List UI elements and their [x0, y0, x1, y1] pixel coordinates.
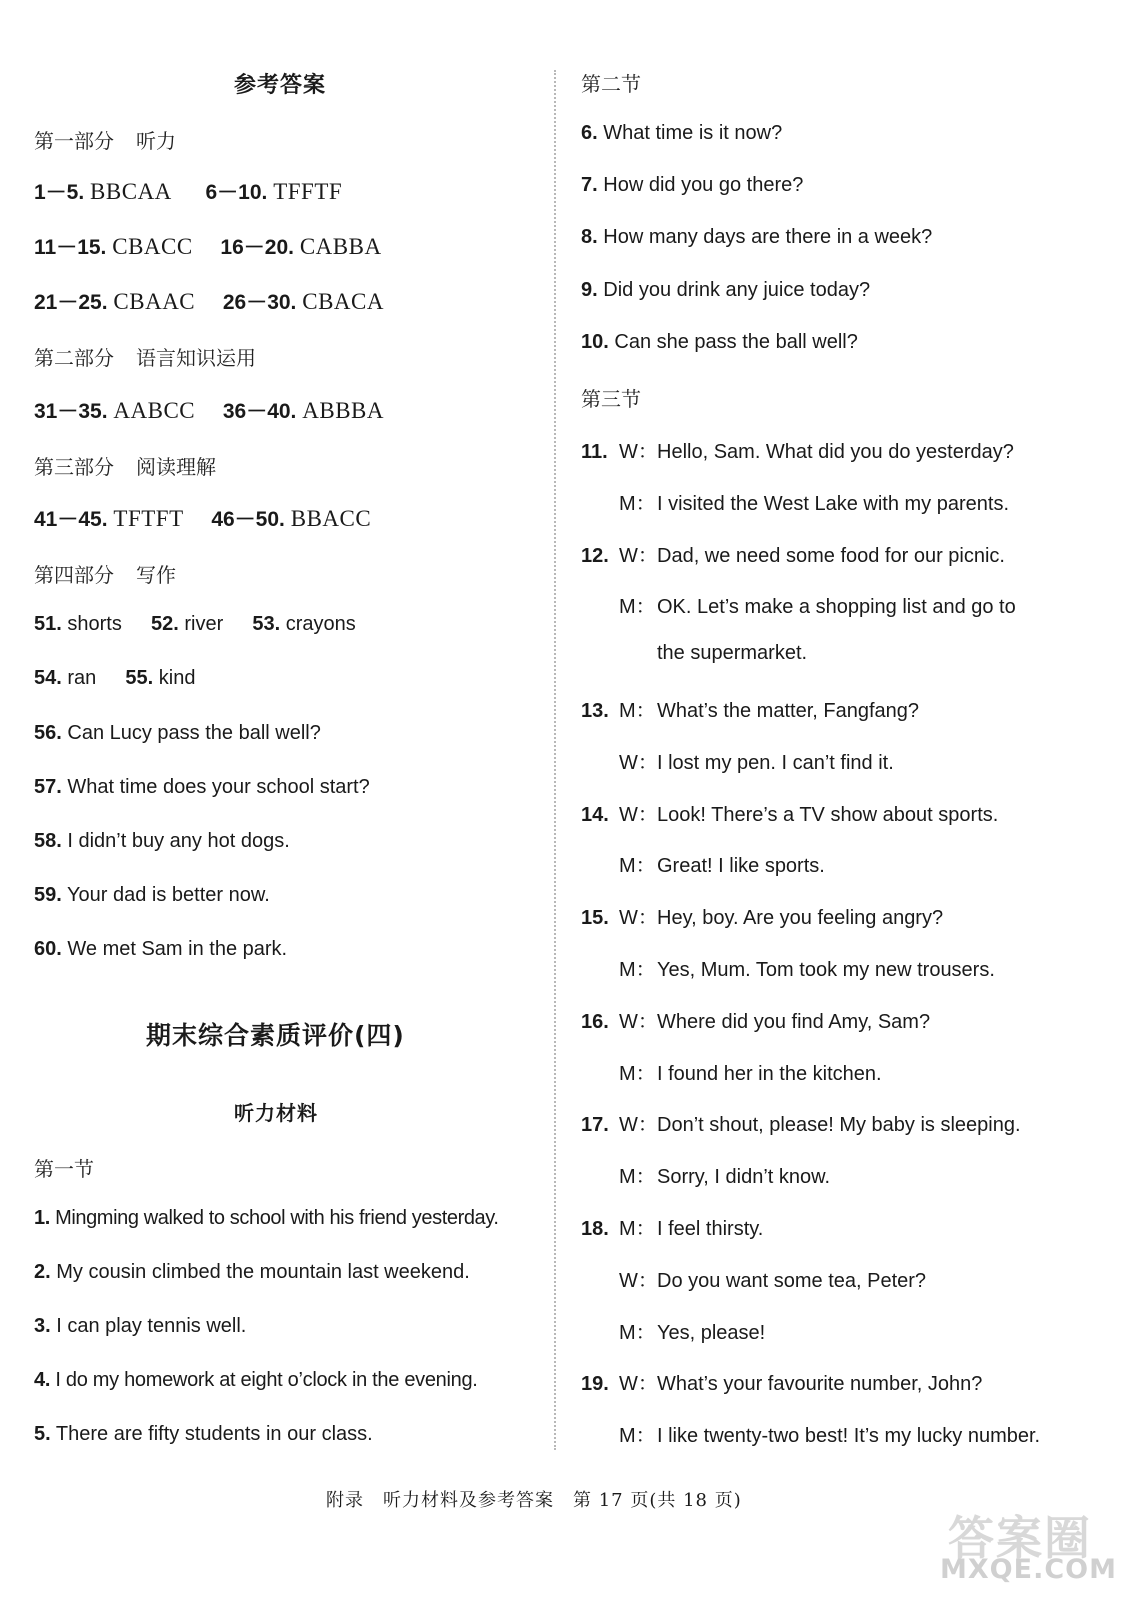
- item-number: 11.: [581, 441, 608, 463]
- speaker-label: W：: [619, 907, 658, 929]
- dialogue-line: [581, 746, 894, 775]
- dialogue-text: I found her in the kitchen.: [657, 1063, 882, 1085]
- speaker-label: M：: [619, 1218, 656, 1240]
- sentence-answer: 60. We met Sam in the park.: [34, 938, 288, 960]
- dialogue-line: [581, 1108, 1021, 1137]
- speaker-label: W：: [619, 804, 658, 826]
- speaker-label: M：: [619, 1063, 656, 1085]
- dialogue-text: What’s the matter, Fangfang?: [657, 700, 920, 722]
- speaker-label: W：: [619, 1270, 658, 1292]
- dialogue-text: I visited the West Lake with my parents.: [657, 493, 1010, 515]
- sentence-answer: 58. I didn’t buy any hot dogs.: [34, 830, 290, 852]
- listening-item: 4. I do my homework at eight o’clock in the evening.: [34, 1369, 478, 1391]
- answer-row: 11－15. CBACC 16－20. CABBA: [34, 234, 382, 259]
- dialogue-line: [581, 849, 825, 878]
- sentence-answer: 56. Can Lucy pass the ball well?: [34, 722, 321, 744]
- dialogue-line: [581, 1419, 1040, 1448]
- dialogue-line: [581, 953, 995, 982]
- exam-title: 期末综合素质评价(四): [146, 1021, 405, 1050]
- speaker-label: M：: [619, 700, 656, 722]
- dialogue-line: [581, 487, 1009, 516]
- dialogue-text: Yes, please!: [657, 1322, 766, 1344]
- section1-heading: 第一节: [34, 1157, 94, 1181]
- listening-item: 7. How did you go there?: [581, 174, 804, 196]
- speaker-label: M：: [619, 1166, 656, 1188]
- part4-heading: 第四部分 写作: [34, 563, 176, 587]
- speaker-label: W：: [619, 1114, 658, 1136]
- dialogue-text: OK. Let’s make a shopping list and go to: [657, 596, 1016, 618]
- dialogue-text: Hey, boy. Are you feeling angry?: [657, 907, 944, 929]
- speaker-label: W：: [619, 545, 658, 567]
- item-number: 17.: [581, 1114, 609, 1136]
- dialogue-line: [581, 694, 919, 723]
- speaker-label: W：: [619, 752, 658, 774]
- dialogue-line: [581, 1212, 763, 1241]
- speaker-label: M：: [619, 493, 656, 515]
- dialogue-line: [581, 539, 1005, 568]
- watermark-logo: 答案圈 MXQE.COM: [940, 1511, 1117, 1585]
- speaker-label: M：: [619, 1425, 656, 1447]
- part1-heading: 第一部分 听力: [34, 129, 176, 153]
- speaker-label: M：: [619, 959, 656, 981]
- listening-item: 2. My cousin climbed the mountain last weekend.: [34, 1261, 470, 1283]
- section3-heading: 第三节: [581, 387, 641, 411]
- section2-heading: 第二节: [581, 72, 641, 96]
- item-number: 15.: [581, 907, 609, 929]
- dialogue-line: [581, 1057, 882, 1086]
- part2-heading: 第二部分 语言知识运用: [34, 346, 256, 370]
- listening-item: 6. What time is it now?: [581, 122, 783, 144]
- dialogue-line: [581, 1160, 830, 1189]
- dialogue-line: [581, 901, 943, 930]
- word-answers-row: 54. ran 55. kind: [34, 667, 196, 689]
- dialogue-text: Do you want some tea, Peter?: [657, 1270, 927, 1292]
- dialogue-text: Where did you find Amy, Sam?: [657, 1011, 931, 1033]
- dialogue-line: [581, 1005, 930, 1034]
- dialogue-text: the supermarket.: [657, 642, 808, 664]
- listening-material-title: 听力材料: [234, 1101, 318, 1125]
- speaker-label: M：: [619, 596, 656, 618]
- dialogue-line: [581, 435, 1014, 464]
- dialogue-line: [581, 642, 807, 665]
- speaker-label: M：: [619, 855, 656, 877]
- speaker-label: M：: [619, 1322, 656, 1344]
- item-number: 19.: [581, 1373, 609, 1395]
- item-number: 12.: [581, 545, 609, 567]
- speaker-label: W：: [619, 441, 658, 463]
- dialogue-line: [581, 798, 998, 827]
- dialogue-text: I lost my pen. I can’t find it.: [657, 752, 894, 774]
- word-answers-row: 51. shorts 52. river 53. crayons: [34, 613, 356, 635]
- dialogue-text: Dad, we need some food for our picnic.: [657, 545, 1005, 567]
- column-divider: [554, 70, 556, 1450]
- listening-item: 3. I can play tennis well.: [34, 1315, 247, 1337]
- dialogue-text: Sorry, I didn’t know.: [657, 1166, 831, 1188]
- listening-item: 5. There are fifty students in our class.: [34, 1423, 373, 1445]
- answer-row: 41－45. TFTFT 46－50. BBACC: [34, 506, 372, 531]
- dialogue-text: Yes, Mum. Tom took my new trousers.: [657, 959, 995, 981]
- dialogue-text: Great! I like sports.: [657, 855, 825, 877]
- listening-item: 1. Mingming walked to school with his friend yesterday.: [34, 1207, 499, 1229]
- dialogue-text: I like twenty-two best! It’s my lucky number.: [657, 1425, 1041, 1447]
- answer-row: 1－5. BBCAA 6－10. TFFTF: [34, 179, 343, 204]
- answer-key-title: 参考答案: [234, 73, 327, 98]
- dialogue-text: Hello, Sam. What did you do yesterday?: [657, 441, 1014, 463]
- item-number: 16.: [581, 1011, 609, 1033]
- part3-heading: 第三部分 阅读理解: [34, 455, 216, 479]
- dialogue-line: [581, 590, 1016, 619]
- dialogue-line: [581, 1316, 765, 1345]
- listening-item: 9. Did you drink any juice today?: [581, 279, 871, 301]
- page-footer: 附录 听力材料及参考答案 第 17 页(共 18 页): [326, 1490, 742, 1511]
- listening-item: 10. Can she pass the ball well?: [581, 331, 858, 353]
- dialogue-text: Don’t shout, please! My baby is sleeping.: [657, 1114, 1021, 1136]
- item-number: 13.: [581, 700, 609, 722]
- dialogue-text: I feel thirsty.: [657, 1218, 764, 1240]
- answer-row: 31－35. AABCC 36－40. ABBBA: [34, 398, 384, 423]
- dialogue-line: [581, 1367, 982, 1396]
- item-number: 14.: [581, 804, 609, 826]
- answer-row: 21－25. CBAAC 26－30. CBACA: [34, 289, 384, 314]
- speaker-label: W：: [619, 1011, 658, 1033]
- dialogue-text: What’s your favourite number, John?: [657, 1373, 983, 1395]
- listening-item: 8. How many days are there in a week?: [581, 226, 933, 248]
- dialogue-text: Look! There’s a TV show about sports.: [657, 804, 999, 826]
- sentence-answer: 57. What time does your school start?: [34, 776, 370, 798]
- sentence-answer: 59. Your dad is better now.: [34, 884, 270, 906]
- item-number: 18.: [581, 1218, 609, 1240]
- dialogue-line: [581, 1264, 926, 1293]
- speaker-label: W：: [619, 1373, 658, 1395]
